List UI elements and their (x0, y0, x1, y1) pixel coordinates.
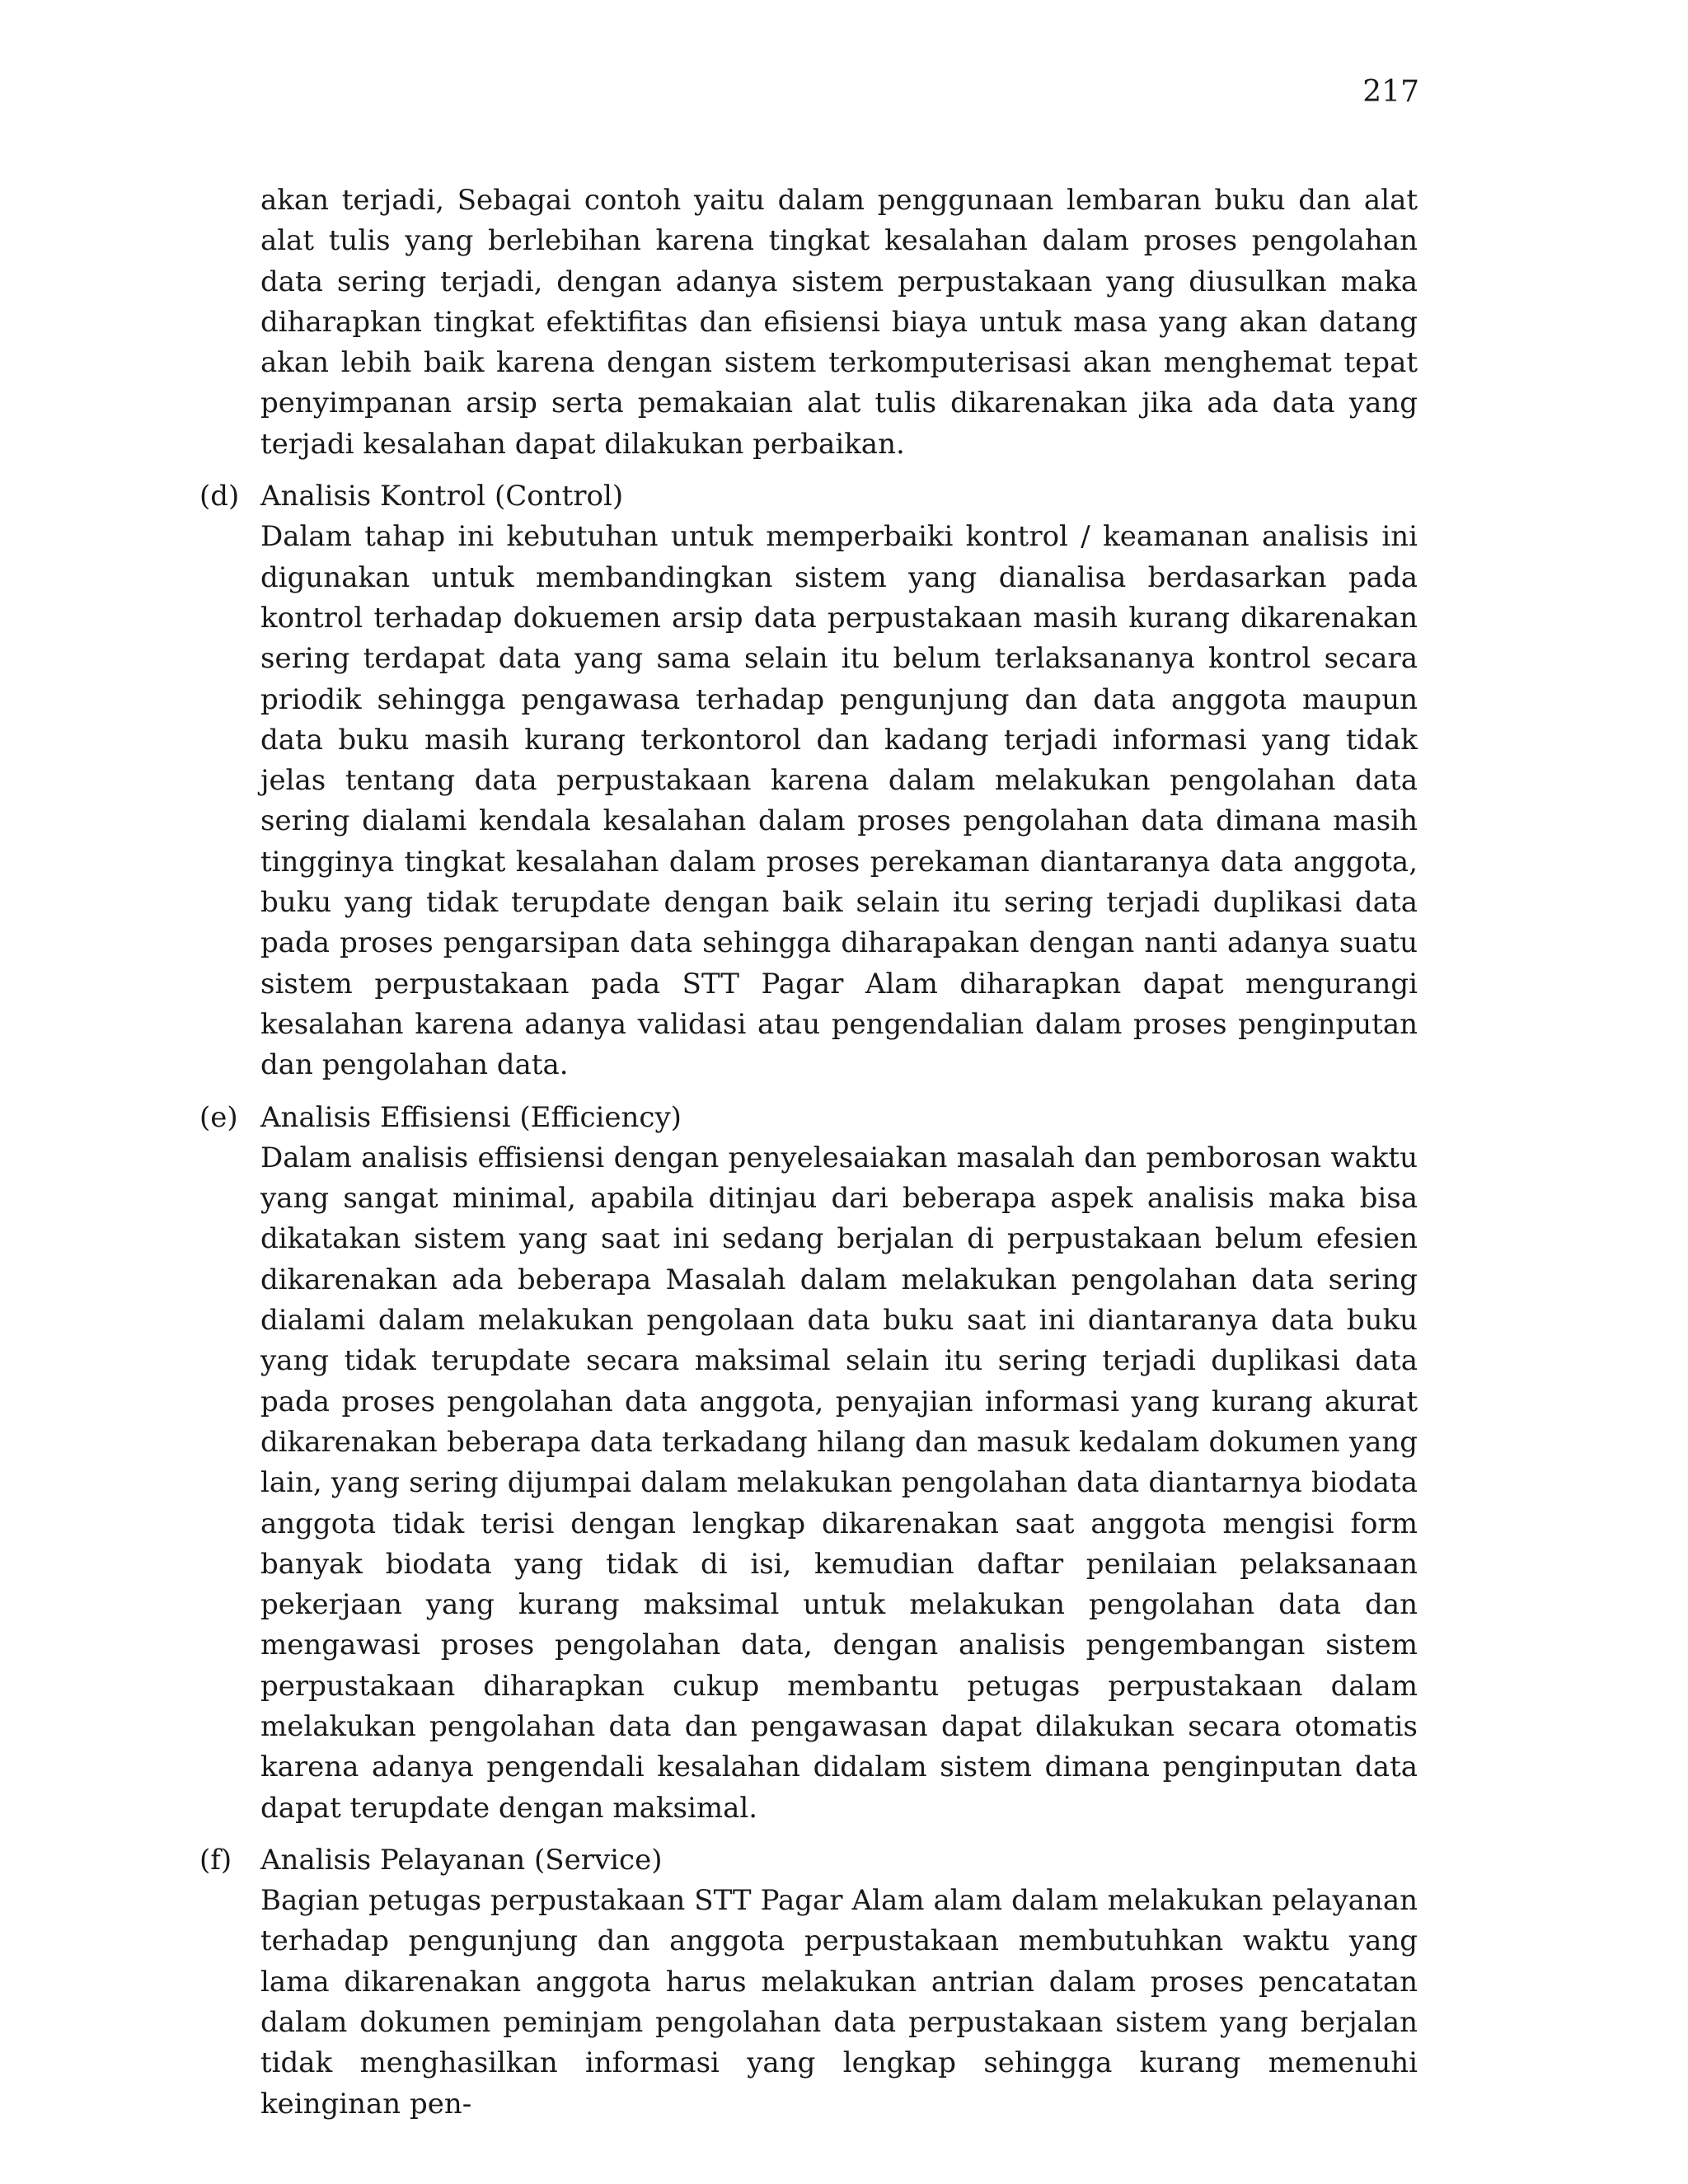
list-marker: (f) (199, 1843, 232, 1877)
section-heading: Analisis Pelayanan (Service) (260, 1843, 663, 1877)
page-number: 217 (1362, 75, 1419, 109)
section-body: Bagian petugas perpustakaan STT Pagar Alam alam dalam melakukan pelayanan terhadap pengunjung dan anggota perpustakaan membutuhkan waktu yang lama dikarenakan anggota harus melakukan antrian dalam proses pencatatan dalam dokumen peminjam pengolahan data perpustakaan sistem yang berjalan tidak menghasilkan informasi yang lengkap sehingga kurang memenuhi keinginan pen- (260, 1884, 1418, 2121)
section-body: Dalam tahap ini kebutuhan untuk memperbaiki kontrol / keamanan analisis ini digunakan untuk membandingkan sistem yang dianalisa berdasarkan pada kontrol terhadap dokuemen arsip data perpustakaan masih kurang dikarenakan sering terdapat data yang sama selain itu belum terlaksananya kontrol secara priodik sehingga pengawasa terhadap pengunjung dan data anggota maupun data buku masih kurang terkontorol dan kadang terjadi informasi yang tidak jelas tentang data perpustakaan karena dalam melakukan pengolahan data sering dialami kendala kesalahan dalam proses pengolahan data dimana masih tingginya tingkat kesalahan dalam proses perekaman diantaranya data anggota, buku yang tidak terupdate dengan baik selain itu sering terjadi duplikasi data pada proses pengarsipan data sehingga diharapakan dengan nanti adanya suatu sistem perpustakaan pada STT Pagar Alam diharapkan dapat mengurangi kesalahan karena adanya validasi atau pengendalian dalam proses penginputan dan pengolahan data. (260, 520, 1418, 1082)
page-body (199, 180, 1418, 2125)
list-item-d (199, 476, 1418, 1085)
section-body: Dalam analisis effisiensi dengan penyelesaiakan masalah dan pemborosan waktu yang sangat minimal, apabila ditinjau dari beberapa aspek analisis maka bisa dikatakan sistem yang saat ini sedang berjalan di perpustakaan belum efesien dikarenakan ada beberapa Masalah dalam melakukan pengolahan data sering dialami dalam melakukan pengolaan data buku saat ini diantaranya data buku yang tidak terupdate secara maksimal selain itu sering terjadi duplikasi data pada proses pengolahan data anggota, penyajian informasi yang kurang akurat dikarenakan beberapa data terkadang hilang dan masuk kedalam dokumen yang lain, yang sering dijumpai dalam melakukan pengolahan data diantarnya biodata anggota tidak terisi dengan lengkap dikarenakan saat anggota mengisi form banyak biodata yang tidak di isi, kemudian daftar penilaian pelaksanaan pekerjaan yang kurang maksimal untuk melakukan pengolahan data dan mengawasi proses pengolahan data, dengan analisis pengembangan sistem perpustakaan diharapkan cukup membantu petugas perpustakaan dalam melakukan pengolahan data dan pengawasan dapat dilakukan secara otomatis karena adanya pengendali kesalahan didalam sistem dimana penginputan data dapat terupdate dengan maksimal. (260, 1141, 1418, 1825)
list-marker: (d) (199, 480, 240, 513)
list-marker: (e) (199, 1100, 238, 1134)
intro-paragraph: akan terjadi, Sebagai contoh yaitu dalam penggunaan lembaran buku dan alat alat tulis yang berlebihan karena tingkat kesalahan dalam proses pengolahan data sering terjadi, dengan adanya sistem perpustakaan yang diusulkan maka diharapkan tingkat efektifitas dan efisiensi biaya untuk masa yang akan datang akan lebih baik karena dengan sistem terkomputerisasi akan menghemat tepat penyimpanan arsip serta pemakaian alat tulis dikarenakan jika ada data yang terjadi kesalahan dapat dilakukan perbaikan. (260, 184, 1418, 461)
list-item-f (199, 1840, 1418, 2125)
section-heading: Analisis Kontrol (Control) (260, 480, 624, 513)
section-heading: Analisis Effisiensi (Efficiency) (260, 1100, 682, 1134)
list-item-e (199, 1098, 1418, 1829)
